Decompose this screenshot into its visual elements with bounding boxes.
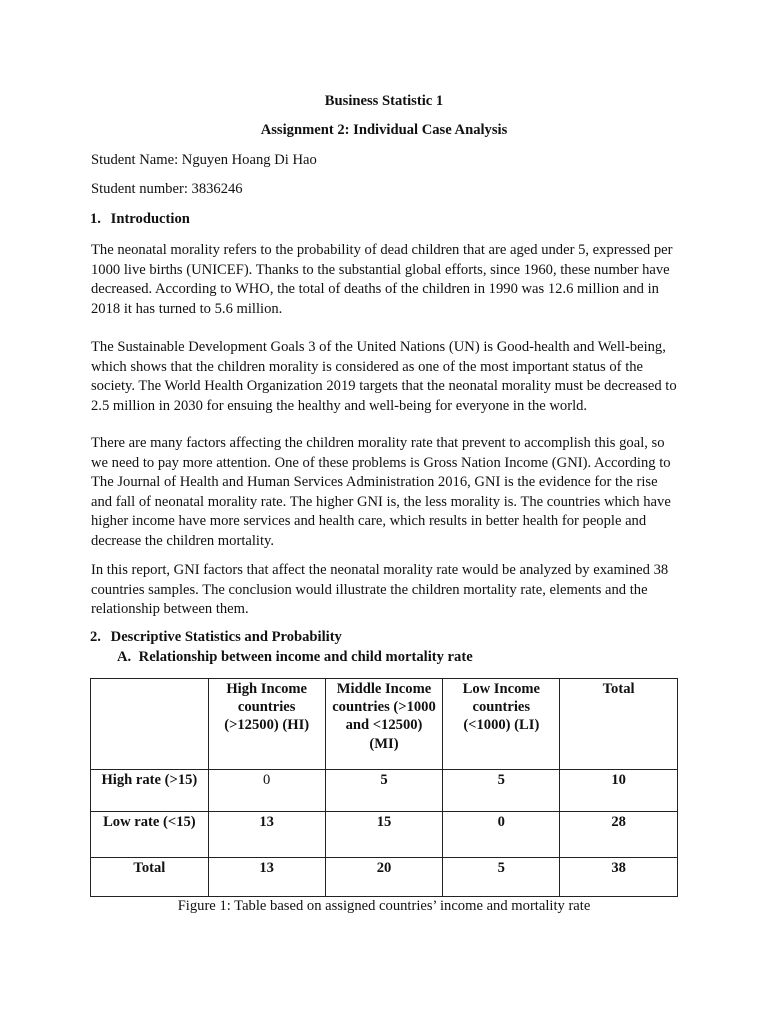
table-row-label: High rate (>15): [91, 770, 209, 812]
section-title: Descriptive Statistics and Probability: [110, 629, 342, 645]
table-cell: 15: [325, 812, 443, 858]
table-cell: 13: [208, 812, 325, 858]
table-cell: 5: [443, 858, 560, 897]
section-title: Introduction: [110, 211, 190, 227]
table-cell: 5: [443, 770, 560, 812]
table-cell: 38: [560, 858, 678, 897]
section-number: 2.: [90, 629, 101, 645]
table-cell: 20: [325, 858, 443, 897]
table-header-cell: Middle Income countries (>1000 and <12500) (MI): [325, 679, 443, 770]
table-row: [91, 812, 678, 858]
table-cell: 0: [443, 812, 560, 858]
table-cell: 28: [560, 812, 678, 858]
section-heading-introduction: [90, 211, 190, 228]
document-title: Business Statistic 1: [324, 93, 444, 109]
table-cell: 13: [208, 858, 325, 897]
paragraph-intro-2: The Sustainable Development Goals 3 of the United Nations (UN) is Good-health and Well-being, which shows that the children morality is considered as one of the most important status of the society. The World Health Organization 2019 targets that the neonatal morality must be decreased to 2.5 million in 2030 for ensuing the healthy and well-being for everyone in the world.: [91, 339, 677, 414]
table-row: [91, 770, 678, 812]
table-header-cell: Total: [560, 679, 678, 770]
subsection-number: A.: [117, 649, 132, 665]
table-header-row: [91, 679, 678, 770]
figure-caption: Figure 1: Table based on assigned countries’ income and mortality rate: [177, 898, 591, 914]
table-cell: 5: [325, 770, 443, 812]
student-number: Student number: 3836246: [91, 181, 243, 197]
table-header-cell: High Income countries (>12500) (HI): [208, 679, 325, 770]
income-mortality-table: [90, 678, 678, 897]
table-header-cell-empty: [91, 679, 209, 770]
table-row-total: [91, 858, 678, 897]
paragraph-intro-1: The neonatal morality refers to the probability of dead children that are aged under 5, expressed per 1000 live births (UNICEF). Thanks to the substantial global efforts, since 1960, these number have decreased. According to WHO, the total of deaths of the children in 1990 was 12.6 million and in 2018 it has turned to 5.6 million.: [91, 242, 673, 317]
document-subtitle: Assignment 2: Individual Case Analysis: [260, 122, 508, 138]
paragraph-intro-3: There are many factors affecting the children morality rate that prevent to accomplish this goal, so we need to pay more attention. One of these problems is Gross Nation Income (GNI). According to The Journal of Health and Human Services Administration 2016, GNI is the evidence for the rise and fall of neonatal morality rate. The higher GNI is, the less morality is. The countries which have higher income have more services and health care, which results in better health for people and decrease the children mortality.: [91, 435, 671, 549]
paragraph-intro-4: In this report, GNI factors that affect the neonatal morality rate would be analyzed by examined 38 countries samples. The conclusion would illustrate the children mortality rate, elements and the relationship between them.: [91, 562, 669, 618]
table-header-cell: Low Income countries (<1000) (LI): [443, 679, 560, 770]
table-cell: 10: [560, 770, 678, 812]
subsection-heading: [117, 649, 473, 666]
table-row-label: Total: [91, 858, 209, 897]
subsection-title: Relationship between income and child mortality rate: [138, 649, 473, 665]
section-number: 1.: [90, 211, 101, 227]
student-name: Student Name: Nguyen Hoang Di Hao: [91, 152, 317, 168]
table-row-label: Low rate (<15): [91, 812, 209, 858]
table-cell: 0: [208, 770, 325, 812]
section-heading-descriptive: [90, 629, 342, 646]
